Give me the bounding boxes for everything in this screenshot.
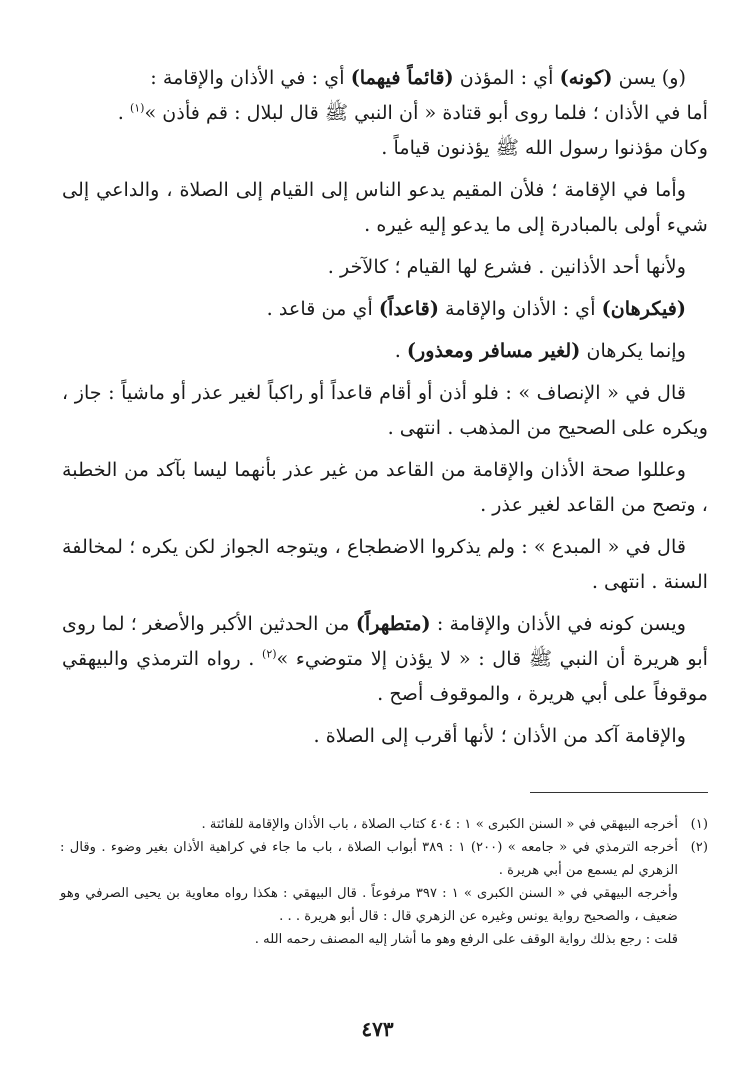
text-segment: . رواه الترمذي والبيهقي موقوفاً على أبي هريرة ، والموقوف أصح . [62, 647, 708, 705]
text-segment: (و) يسن [618, 66, 686, 89]
footnote-ref-2[interactable]: (٢) [262, 647, 277, 661]
paragraph-5 [62, 333, 708, 368]
paragraph-10: والإقامة آكد من الأذان ؛ لأنها أقرب إلى الصلاة . [313, 724, 686, 747]
footnote-number: (٢) [690, 840, 708, 855]
text-segment: أما في الأذان ؛ فلما روى أبو قتادة « أن النبي ﷺ قال لبلال : قم فأذن » [144, 101, 708, 124]
footnote-text: قلت : رجع بذلك رواية الوقف على الرفع وهو ما أشار إليه المصنف رحمه الله . [254, 932, 678, 947]
page-number: ٤٧٣ [361, 1017, 394, 1041]
paragraph-4 [62, 291, 708, 326]
footnote-text: وأخرجه البيهقي في « السنن الكبرى » ١ : ٣٩٧ مرفوعاً . قال البيهقي : هكذا رواه معاوية بن يحيى الصرفي وهو ضعيف ، والصحيح رواية يونس وغيره عن الزهري قال : قال أبو هريرة . . . [60, 886, 678, 924]
footnotes [60, 813, 708, 951]
paragraph-2: وأما في الإقامة ؛ فلأن المقيم يدعو الناس إلى القيام إلى الصلاة ، والداعي إلى شيء أولى بالمبادرة إلى ما يدعو إليه غيره . [62, 178, 708, 236]
footnote-separator [530, 792, 708, 793]
paragraph-7: وعللوا صحة الأذان والإقامة من القاعد من غير عذر بأنهما ليسا بآكد من الخطبة ، وتصح من القاعد لغير عذر . [62, 458, 708, 516]
paragraph-6: قال في « الإنصاف » : فلو أذن أو أقام قاعداً أو راكباً لغير عذر أو ماشياً : جاز ، ويكره على الصحيح من المذهب . انتهى . [62, 381, 708, 439]
paragraph-8: قال في « المبدع » : ولم يذكروا الاضطجاع ، ويتوجه الجواز لكن يكره ؛ لمخالفة السنة . انتهى . [62, 535, 708, 593]
text-segment: . [394, 339, 407, 362]
paragraph-3: ولأنها أحد الأذانين . فشرع لها القيام ؛ كالآخر . [327, 255, 686, 278]
footnote-2 [60, 836, 708, 882]
text-segment: من الحدثين الأكبر والأصغر ؛ لما روى أبو هريرة أن النبي ﷺ قال : « لا يؤذن إلا متوضيء » [62, 612, 709, 670]
text-segment: أي : في الأذان والإقامة : [150, 66, 345, 89]
footnote-2-comment [60, 928, 708, 951]
highlighted-term: (متطهراً) [355, 612, 431, 635]
paragraph-9 [62, 606, 708, 711]
footnote-text: أخرجه البيهقي في « السنن الكبرى » ١ : ٤٠٤ كتاب الصلاة ، باب الأذان والإقامة للفائتة . [201, 817, 678, 832]
text-segment: وكان مؤذنوا رسول الله ﷺ يؤذنون قياماً . [381, 136, 708, 159]
text-segment: . [117, 101, 130, 124]
text-segment: وإنما يكرهان [586, 339, 686, 362]
text-segment: أي : المؤذن [459, 66, 554, 89]
main-text [62, 60, 708, 760]
text-segment: أي : الأذان والإقامة [445, 297, 596, 320]
footnote-1 [60, 813, 708, 836]
highlighted-term: (لغير مسافر ومعذور) [406, 339, 581, 362]
footnote-2-continuation [60, 882, 708, 928]
footnote-number: (١) [690, 817, 708, 832]
text-segment: أي من قاعد . [266, 297, 373, 320]
highlighted-term: (كونه) [559, 66, 613, 89]
text-segment: ويسن كونه في الأذان والإقامة : [436, 612, 686, 635]
footnote-ref-1[interactable]: (١) [129, 101, 145, 115]
paragraph-1 [62, 60, 708, 165]
highlighted-term: (فيكرهان) [601, 297, 686, 320]
highlighted-term: (قائماً فيهما) [350, 66, 454, 89]
footnote-text: أخرجه الترمذي في « جامعه » (٢٠٠) ١ : ٣٨٩ أبواب الصلاة ، باب ما جاء في كراهية الأذان بغير وضوء . وقال : الزهري لم يسمع من أبي هريرة . [60, 840, 678, 878]
highlighted-term: (قاعداً) [378, 297, 439, 320]
